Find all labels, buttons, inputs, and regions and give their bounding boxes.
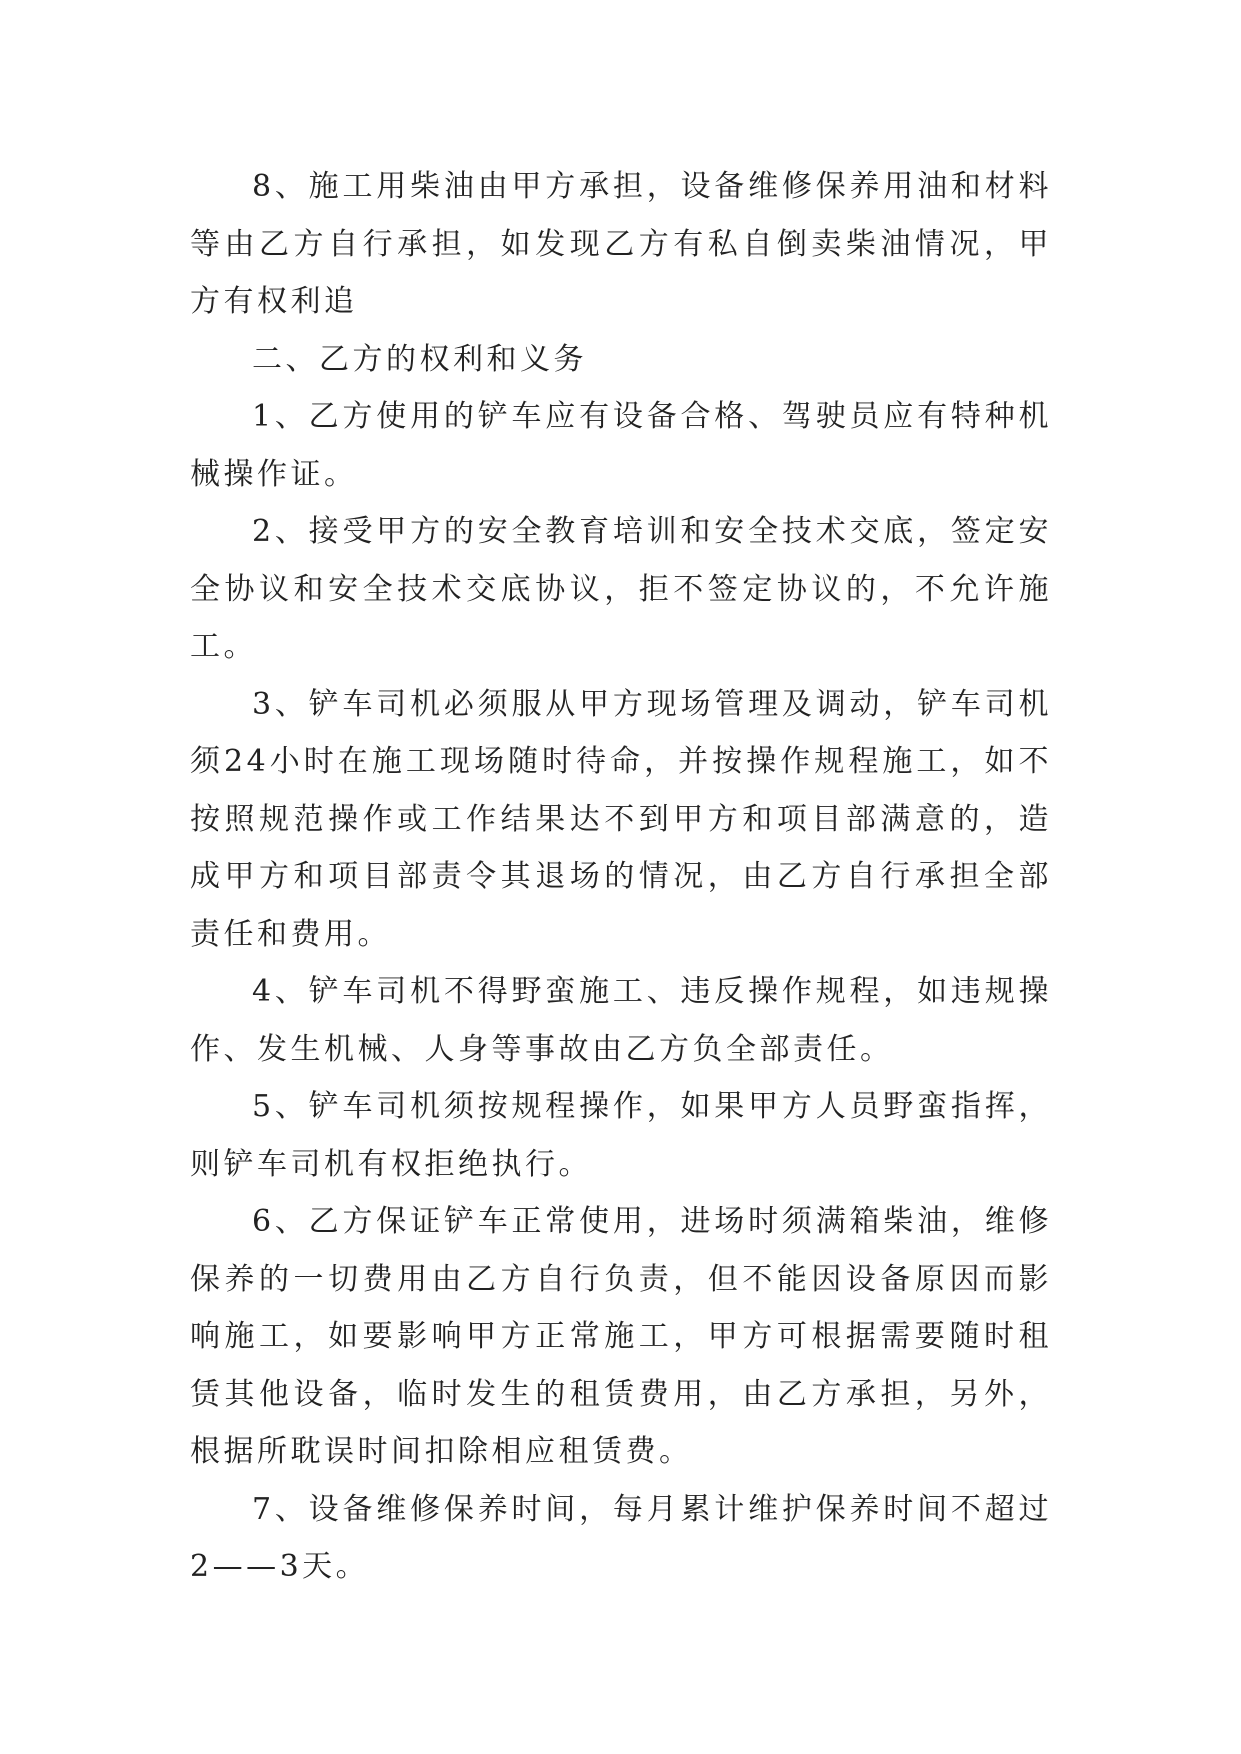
document-body <box>190 158 1052 1596</box>
paragraph-item-8: 8、施工用柴油由甲方承担，设备维修保养用油和材料等由乙方自行承担，如发现乙方有私自倒卖柴油情况，甲方有权利追 <box>190 169 1052 319</box>
paragraph-item-5: 5、铲车司机须按规程操作，如果甲方人员野蛮指挥，则铲车司机有权拒绝执行。 <box>190 1089 1052 1182</box>
paragraph-item-4: 4、铲车司机不得野蛮施工、违反操作规程，如违规操作、发生机械、人身等事故由乙方负全部责任。 <box>190 974 1052 1067</box>
paragraph-item-1: 1、乙方使用的铲车应有设备合格、驾驶员应有特种机械操作证。 <box>190 399 1052 492</box>
section-heading-party-b-rights: 二、乙方的权利和义务 <box>252 341 587 377</box>
paragraph-item-6: 6、乙方保证铲车正常使用，进场时须满箱柴油，维修保养的一切费用由乙方自行负责，但不能因设备原因而影响施工，如要影响甲方正常施工，甲方可根据需要随时租赁其他设备，临时发生的租赁费用，由乙方承担，另外，根据所耽误时间扣除相应租赁费。 <box>190 1204 1052 1469</box>
paragraph-item-7: 7、设备维修保养时间，每月累计维护保养时间不超过2——3天。 <box>190 1491 1052 1584</box>
paragraph-item-2: 2、接受甲方的安全教育培训和安全技术交底，签定安全协议和安全技术交底协议，拒不签定协议的，不允许施工。 <box>190 514 1052 664</box>
paragraph-item-3: 3、铲车司机必须服从甲方现场管理及调动，铲车司机须24小时在施工现场随时待命，并按操作规程施工，如不按照规范操作或工作结果达不到甲方和项目部满意的，造成甲方和项目部责令其退场的情况，由乙方自行承担全部责任和费用。 <box>190 686 1052 952</box>
